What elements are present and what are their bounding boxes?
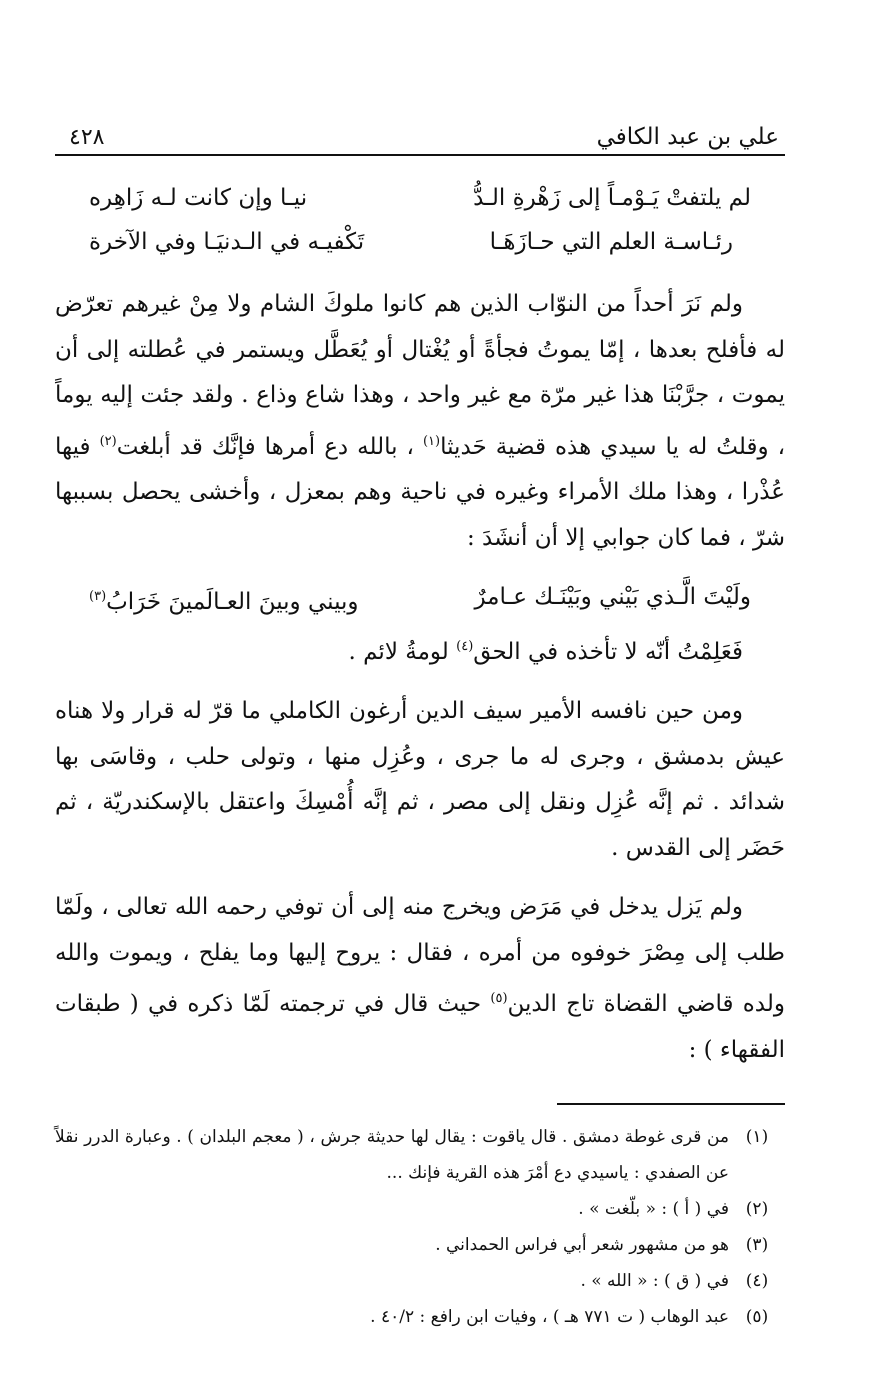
verse-block-middle bbox=[55, 575, 785, 624]
verse-line bbox=[89, 575, 751, 624]
footnote-item bbox=[55, 1119, 785, 1191]
paragraph-text: ولم يَزل يدخل في مَرَض ويخرج منه إلى أن توفي رحمه الله تعالى ، ولَمّا طلب إلى مِصْرَ خوفوه من أمره ، فقال : يروح إليها وما يفلح ، ويموت والله ولده قاضي القضاة تاج الدين bbox=[55, 894, 785, 1017]
footnote-text: في ( أ ) : « بلّغت » . bbox=[578, 1199, 729, 1219]
verse-second-hemistich: تَكْفيـه في الـدنيَـا وفي الآخرة bbox=[89, 229, 365, 255]
footnote-ref-5[interactable]: (٥) bbox=[490, 991, 508, 1006]
footnote-ref-4[interactable]: (٤) bbox=[456, 639, 474, 654]
footnote-ref-2[interactable]: (٢) bbox=[99, 433, 117, 449]
footnote-item bbox=[55, 1263, 785, 1299]
footnote-number: (٣) bbox=[745, 1235, 769, 1255]
paragraph-2: ومن حين نافسه الأمير سيف الدين أرغون الكاملي ما قرّ له قرار ولا هناه عيش بدمشق ، وجرى له ما جرى ، وعُزِل منها ، وتولى حلب ، وقاسَى بها شدائد . ثم إنَّه عُزِل ونقل إلى مصر ، ثم إنَّه أُمْسِكَ واعتقل بالإسكندريّة ، ثم حَضَر إلى القدس . bbox=[55, 698, 785, 861]
verse-block-top bbox=[55, 176, 785, 264]
paragraph-1 bbox=[55, 282, 785, 561]
book-page bbox=[55, 108, 785, 1335]
footnote-text: هو من مشهور شعر أبي فراس الحمداني . bbox=[435, 1235, 729, 1255]
footnote-ref-3[interactable]: (٣) bbox=[89, 589, 107, 604]
verse-first-hemistich: ولَيْتَ الَّـذي بَيْني وبَيْنَـك عـامرٌ bbox=[474, 584, 751, 610]
paragraph-text: ولم نَرَ أحداً من النوّاب الذين هم كانوا ملوكَ الشام ولا مِنْ غيرهم تعرّض له فأفلح بعدها ، إمّا يموتُ فجأةً أو يُغْتال أو يُعَطَّل ويستمر في عُطلته إلى أن يموت ، جرَّبْنَا هذا غير مرّة مع غير واحد ، وهذا شاع وذاع . ولقد جئت إليه يوماً ، وقلتُ له يا سيدي هذه قضية حَديثا bbox=[55, 291, 785, 460]
footnote-number: (٥) bbox=[745, 1307, 769, 1327]
verse-second-hemistich bbox=[89, 575, 359, 624]
footnote-number: (١) bbox=[745, 1127, 769, 1147]
footnote-ref-1[interactable]: (١) bbox=[422, 433, 441, 449]
line-text: فَعَلِمْتُ أنّه لا تأخذه في الحق bbox=[473, 639, 743, 665]
footnote-number: (٤) bbox=[745, 1271, 769, 1291]
verse-line bbox=[89, 220, 751, 264]
verse-first-hemistich: رئـاسـة العلم التي حـازَهَـا bbox=[489, 229, 733, 255]
line-text: لومةُ لائم . bbox=[348, 639, 457, 665]
footnote-text: في ( ق ) : « الله » . bbox=[580, 1271, 729, 1291]
paragraph-text: ، بالله دع أمرها فإنَّك قد أبلغت bbox=[116, 433, 423, 460]
line-after-verse bbox=[55, 624, 785, 675]
verse-second-text: وبيني وبينَ العـالَمينَ خَرَابُ bbox=[106, 589, 359, 615]
page-number: ٤٢٨ bbox=[69, 125, 105, 150]
footnote-text: عبد الوهاب ( ت ٧٧١ هـ ) ، وفيات ابن رافع : ٤٠/٢ . bbox=[370, 1307, 729, 1327]
footnote-item bbox=[55, 1299, 785, 1335]
paragraph-3 bbox=[55, 885, 785, 1073]
paragraph-text: فيها عُذْرا ، وهذا ملك الأمراء وغيره في ناحية وهم بمعزل ، وأخشى يحصل بسببها شرّ ، فما كان جوابي إلا أن أنشَدَ : bbox=[55, 433, 785, 551]
paragraph-text: حيث قال في ترجمته لَمّا ذكره في ( طبقات الفقهاء ) : bbox=[55, 991, 785, 1063]
page-header bbox=[55, 108, 785, 156]
footnotes bbox=[55, 1119, 785, 1335]
verse-second-hemistich: نيـا وإن كانت لـه زَاهِره bbox=[89, 185, 308, 211]
footnote-text: من قرى غوطة دمشق . قال ياقوت : يقال لها حديثة جرش ، ( معجم البلدان ) . وعبارة الدرر نقلاً عن الصفدي : ياسيدي دع أمْرَ هذه القرية فإنك ... bbox=[55, 1127, 729, 1183]
footnote-item bbox=[55, 1191, 785, 1227]
verse-first-hemistich: لم يلتفتْ يَـوْمـاً إلى زَهْرةِ الـدُّ bbox=[473, 185, 751, 211]
verse-line bbox=[89, 176, 751, 220]
footnote-item bbox=[55, 1227, 785, 1263]
running-title: علي بن عبد الكافي bbox=[596, 124, 779, 150]
footnote-divider bbox=[557, 1103, 785, 1105]
footnote-number: (٢) bbox=[745, 1199, 769, 1219]
